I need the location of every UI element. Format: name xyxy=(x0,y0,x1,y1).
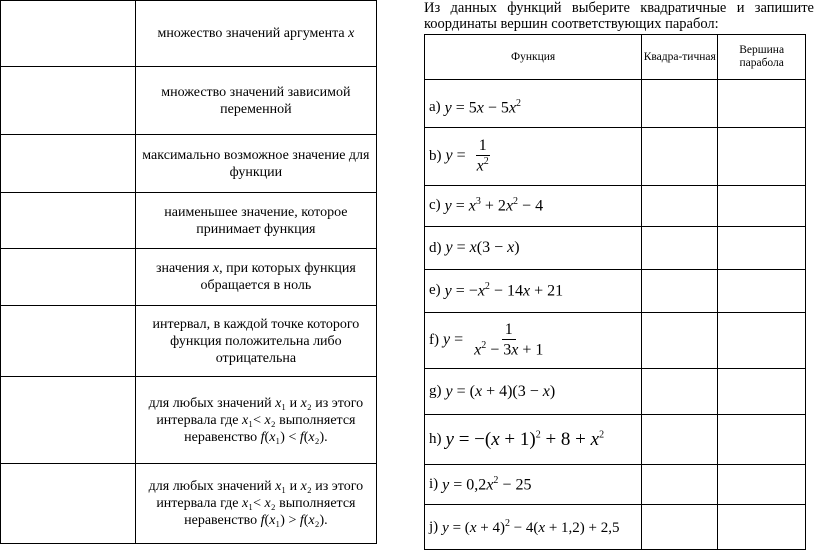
characteristic-text: интервал, в каждой точке которого функция положительна либо отрицательна xyxy=(135,306,376,377)
characteristic-row xyxy=(1,67,377,135)
vertex-cell[interactable] xyxy=(718,80,806,128)
function-cell xyxy=(425,227,642,270)
row-label: d) xyxy=(429,239,442,256)
characteristic-row xyxy=(1,135,377,193)
header-function: Функция xyxy=(425,35,642,80)
quadratic-cell[interactable] xyxy=(642,270,718,313)
functions-table xyxy=(424,34,806,550)
function-cell xyxy=(425,313,642,369)
function-cell xyxy=(425,128,642,186)
characteristic-text: множество значений аргумента x xyxy=(135,1,376,67)
function-row-g xyxy=(425,369,806,415)
formula-a: $y = 5x - 5x^2$ xyxy=(444,97,522,117)
characteristic-text: множество значений зависимой переменной xyxy=(135,67,376,135)
function-cell xyxy=(425,369,642,415)
vertex-cell[interactable] xyxy=(718,186,806,227)
function-row-e xyxy=(425,270,806,313)
row-label: j) xyxy=(429,518,439,535)
header-row xyxy=(425,35,806,80)
function-row-h xyxy=(425,415,806,465)
answer-cell[interactable] xyxy=(1,193,136,249)
row-label: i) xyxy=(429,475,439,492)
formula-d: y = x(3 − x) xyxy=(445,239,520,256)
function-cell xyxy=(425,415,642,465)
function-cell xyxy=(425,80,642,128)
function-cell xyxy=(425,505,642,550)
answer-cell[interactable] xyxy=(1,377,136,464)
row-label: b) xyxy=(429,147,442,164)
answer-cell[interactable] xyxy=(1,464,136,544)
row-label: a) xyxy=(429,98,441,115)
characteristic-text: для любых значений x₁ и x₂ из этого интервала где x₁< x₂ выполняется неравенство f(x₁) > f(x₂). xyxy=(135,464,376,544)
quadratic-cell[interactable] xyxy=(642,186,718,227)
quadratic-cell[interactable] xyxy=(642,227,718,270)
formula-h: $y = -(x + 1)^2 + 8 + x^2$ xyxy=(445,428,605,450)
answer-cell[interactable] xyxy=(1,67,136,135)
characteristic-text: максимально возможное значение для функции xyxy=(135,135,376,193)
function-cell xyxy=(425,186,642,227)
quadratic-cell[interactable] xyxy=(642,505,718,550)
quadratic-cell[interactable] xyxy=(642,128,718,186)
function-row-i xyxy=(425,465,806,505)
function-row-b xyxy=(425,128,806,186)
function-row-f xyxy=(425,313,806,369)
row-label: c) xyxy=(429,197,441,214)
row-label: e) xyxy=(429,282,441,299)
quadratic-cell[interactable] xyxy=(642,313,718,369)
answer-cell[interactable] xyxy=(1,135,136,193)
characteristic-text: значения x, при которых функция обращается в ноль xyxy=(135,249,376,306)
function-row-c xyxy=(425,186,806,227)
function-row-a xyxy=(425,80,806,128)
vertex-cell[interactable] xyxy=(718,505,806,550)
characteristic-row xyxy=(1,249,377,306)
vertex-cell[interactable] xyxy=(718,415,806,465)
formula-f: y = $\frac{1}{x^2 - 3x + 1}$ xyxy=(443,321,544,359)
formula-i: $y = 0,2x^2 - 25$ xyxy=(442,474,532,494)
characteristics-table xyxy=(0,0,377,544)
vertex-cell[interactable] xyxy=(718,465,806,505)
vertex-cell[interactable] xyxy=(718,270,806,313)
quadratic-cell[interactable] xyxy=(642,415,718,465)
function-row-d xyxy=(425,227,806,270)
row-label: h) xyxy=(429,431,442,447)
header-quadratic: Квадра-тичная xyxy=(642,35,718,80)
formula-j: $y = (x + 4)^2 - 4(x + 1,2) + 2,5$ xyxy=(442,517,620,536)
answer-cell[interactable] xyxy=(1,306,136,377)
vertex-cell[interactable] xyxy=(718,128,806,186)
quadratic-cell[interactable] xyxy=(642,465,718,505)
header-vertex: Вершина парабола xyxy=(718,35,806,80)
quadratic-cell[interactable] xyxy=(642,369,718,415)
vertex-cell[interactable] xyxy=(718,313,806,369)
function-cell xyxy=(425,270,642,313)
formula-c: $y = x^3 + 2x^2 - 4$ xyxy=(444,196,544,215)
characteristic-row xyxy=(1,464,377,544)
task-line-1: Из данных функций выберите квадратичные и запишите xyxy=(424,0,814,16)
row-label: f) xyxy=(429,331,439,348)
characteristic-row xyxy=(1,377,377,464)
formula-e: $y = -x^2 - 14x + 21$ xyxy=(444,281,564,300)
task-line-2: координаты вершин соответствующих парабол: xyxy=(424,15,719,32)
answer-cell[interactable] xyxy=(1,249,136,306)
formula-g: y = (x + 4)(3 − x) xyxy=(445,382,556,400)
quadratic-cell[interactable] xyxy=(642,80,718,128)
vertex-cell[interactable] xyxy=(718,369,806,415)
function-cell xyxy=(425,465,642,505)
row-label: g) xyxy=(429,383,442,399)
characteristic-text: наименьшее значение, которое принимает функция xyxy=(135,193,376,249)
answer-cell[interactable] xyxy=(1,1,136,67)
characteristic-row xyxy=(1,306,377,377)
characteristic-row xyxy=(1,1,377,67)
vertex-cell[interactable] xyxy=(718,227,806,270)
formula-b: y = $\frac{1}{x^2}$ xyxy=(445,137,489,175)
function-row-j xyxy=(425,505,806,550)
characteristic-row xyxy=(1,193,377,249)
task-instruction xyxy=(424,1,814,32)
characteristic-text: для любых значений x₁ и x₂ из этого интервала где x₁< x₂ выполняется неравенство f(x₁) < f(x₂). xyxy=(135,377,376,464)
